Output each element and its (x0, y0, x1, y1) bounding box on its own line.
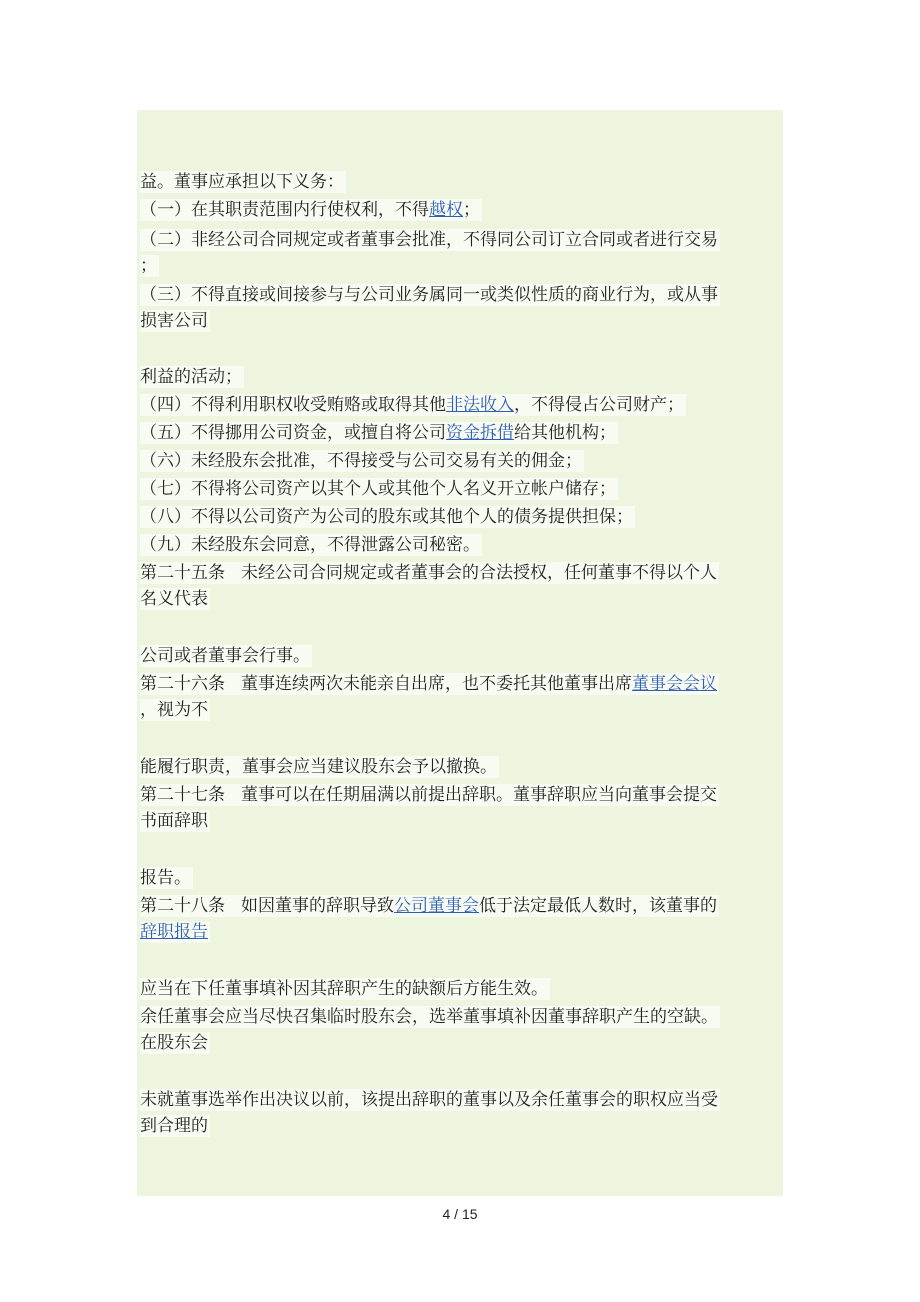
article-28: 第二十八条 如因董事的辞职导致公司董事会低于法定最低人数时，该董事的 (140, 896, 717, 916)
text-line: 应当在下任董事填补因其辞职产生的缺额后方能生效。 (140, 979, 548, 999)
text-line (140, 921, 210, 943)
link-yuequan[interactable]: 越权 (429, 200, 463, 220)
article-heading: 第二十七条 (140, 785, 225, 805)
article-heading: 第二十六条 (140, 674, 225, 694)
text-line: （二）非经公司合同规定或者董事会批准，不得同公司订立合同或者进行交易 (140, 230, 718, 250)
text-line: 到合理的 (140, 1116, 208, 1136)
text-line: 在股东会 (140, 1033, 208, 1053)
text-line: ； (140, 256, 157, 276)
text-line: 益。董事应承担以下义务： (140, 172, 344, 192)
page-number: 4 / 15 (442, 1206, 478, 1222)
text-line: 余任董事会应当尽快召集临时股东会，选举董事填补因董事辞职产生的空缺。 (140, 1007, 718, 1027)
text-line: ，视为不 (140, 700, 208, 720)
article-27: 第二十七条 董事可以在任期届满以前提出辞职。董事辞职应当向董事会提交 (140, 785, 717, 805)
text-line: （五）不得挪用公司资金，或擅自将公司资金拆借给其他机构； (140, 423, 616, 443)
text-line: 未就董事选举作出决议以前，该提出辞职的董事以及余任董事会的职权应当受 (140, 1090, 718, 1110)
article-26: 第二十六条 董事连续两次未能亲自出席，也不委托其他董事出席董事会会议 (140, 674, 717, 694)
text-line: 能履行职责，董事会应当建议股东会予以撤换。 (140, 757, 497, 777)
link-company-board[interactable]: 公司董事会 (394, 896, 479, 916)
text-line: 名义代表 (140, 589, 208, 609)
document-body (137, 110, 783, 1196)
link-resignation-report[interactable]: 辞职报告 (140, 922, 208, 942)
article-heading: 第二十五条 (140, 563, 225, 583)
text-line: （九）未经股东会同意，不得泄露公司秘密。 (140, 535, 480, 555)
text-line: （三）不得直接或间接参与与公司业务属同一或类似性质的商业行为，或从事 (140, 285, 718, 305)
link-illegal-income[interactable]: 非法收入 (446, 395, 514, 415)
text-line: 利益的活动； (140, 367, 242, 387)
text-line: （七）不得将公司资产以其个人或其他个人名义开立帐户储存； (140, 479, 616, 499)
text-line: （一）在其职责范围内行使权利，不得越权； (140, 200, 480, 220)
link-fund-lending[interactable]: 资金拆借 (446, 423, 514, 443)
text-line: 损害公司 (140, 311, 208, 331)
text-line: 报告。 (140, 868, 191, 888)
text-line: 书面辞职 (140, 811, 208, 831)
article-heading: 第二十八条 (140, 896, 225, 916)
text-line: （八）不得以公司资产为公司的股东或其他个人的债务提供担保； (140, 507, 633, 527)
text-line: （六）未经股东会批准，不得接受与公司交易有关的佣金； (140, 451, 582, 471)
text-line: （四）不得利用职权收受贿赂或取得其他非法收入，不得侵占公司财产； (140, 395, 684, 415)
link-board-meeting[interactable]: 董事会会议 (632, 674, 717, 694)
text-line: 公司或者董事会行事。 (140, 646, 310, 666)
article-25: 第二十五条 未经公司合同规定或者董事会的合法授权，任何董事不得以个人 (140, 563, 717, 583)
